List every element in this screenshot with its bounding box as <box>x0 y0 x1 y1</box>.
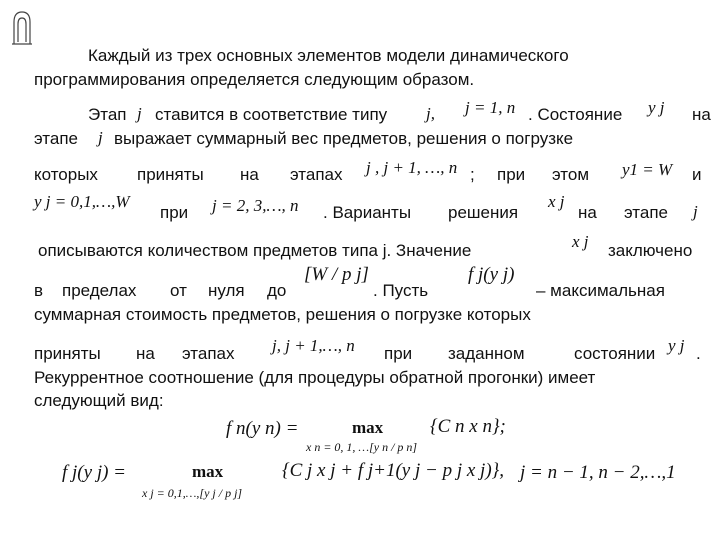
math-yj-values: y j = 0,1,…,W <box>34 192 130 211</box>
formula2-max: max <box>192 462 224 481</box>
text-predelakh: пределах <box>62 281 137 300</box>
text-zadannom: заданном <box>448 344 525 363</box>
formula2-range: j = n − 1, n − 2,…,1 <box>520 462 676 483</box>
formula1-under: x n = 0, 1, …[y n / p n] <box>306 440 418 454</box>
text-etap: Этап <box>88 105 127 124</box>
text-pri2: при <box>160 203 189 222</box>
text-kotorykh: которых <box>34 165 98 184</box>
text-described: описываются количеством предметов типа j. Значение <box>38 241 472 260</box>
text-sostoyanii: состоянии <box>574 344 656 363</box>
text-na4: на <box>136 344 155 363</box>
formula1-max: max <box>352 418 384 437</box>
text-pri: при <box>497 165 526 184</box>
formula2-rhs: {C j x j + f j+1(y j − p j x j)}, <box>282 460 504 481</box>
text-v: в <box>34 281 44 300</box>
text-max: – максимальная <box>536 281 665 300</box>
math-yj: y j <box>648 98 665 117</box>
text-do: до <box>267 281 287 300</box>
text-semicolon: ; <box>470 165 475 184</box>
text-etom: этом <box>552 165 590 184</box>
var-j3: j <box>693 202 698 221</box>
text-zaklyucheno: заключено <box>608 241 693 260</box>
text-resheniya: решения <box>448 203 519 222</box>
paragraph1-line1: Каждый из трех основных элементов модели динамического <box>88 46 569 65</box>
math-yj3: y j <box>668 336 685 355</box>
text-etapakh: этапах <box>290 165 343 184</box>
text-prinyaty: приняты <box>137 165 204 184</box>
text-i: и <box>692 165 702 184</box>
math-stages2: j, j + 1,…, n <box>272 336 355 355</box>
text-na3: на <box>578 203 597 222</box>
university-crest-icon <box>10 8 34 48</box>
math-j-range: j = 1, n <box>465 98 516 117</box>
text-variants: . Варианты <box>323 203 412 222</box>
math-j-values: j = 2, 3,…, n <box>212 196 299 215</box>
text-pri3: при <box>384 344 413 363</box>
var-j2: j <box>98 128 103 147</box>
math-floor-w-pj: [W / p j] <box>304 264 369 285</box>
text-period: . <box>696 344 701 363</box>
text-prinyaty2: приняты <box>34 344 101 363</box>
var-j-comma: j, <box>426 104 435 123</box>
formula1-lhs: f n(y n) = <box>226 418 299 439</box>
text-etape2: этапе <box>624 203 669 222</box>
formula1-rhs: {C n x n}; <box>430 416 506 437</box>
text-state: . Состояние <box>528 105 623 124</box>
formula2-under: x j = 0,1,…,[y j / p j] <box>142 486 243 500</box>
math-fj-yj: f j(y j) <box>468 264 515 285</box>
text-na2: на <box>240 165 259 184</box>
math-y1-w: y1 = W <box>622 160 673 179</box>
math-xj2: x j <box>572 232 589 251</box>
text-form: следующий вид: <box>34 391 164 410</box>
text-sum-cost: суммарная стоимость предметов, решения о погрузке которых <box>34 305 531 324</box>
text-expresses: выражает суммарный вес предметов, решения о погрузке <box>114 129 574 148</box>
math-xj: x j <box>548 192 565 211</box>
text-na: на <box>692 105 711 124</box>
text-etapakh2: этапах <box>182 344 235 363</box>
paragraph1-line2: программирования определяется следующим образом. <box>34 70 475 89</box>
text-nulya: нуля <box>208 281 245 300</box>
text-pust: . Пусть <box>373 281 429 300</box>
text-assigned: ставится в соответствие типу <box>155 105 388 124</box>
var-j: j <box>137 104 142 123</box>
text-ot: от <box>170 281 187 300</box>
text-recurrence: Рекуррентное соотношение (для процедуры обратной прогонки) имеет <box>34 368 596 387</box>
math-stages: j , j + 1, …, n <box>366 158 458 177</box>
text-etape: этапе <box>34 129 79 148</box>
formula2-lhs: f j(y j) = <box>62 462 126 483</box>
